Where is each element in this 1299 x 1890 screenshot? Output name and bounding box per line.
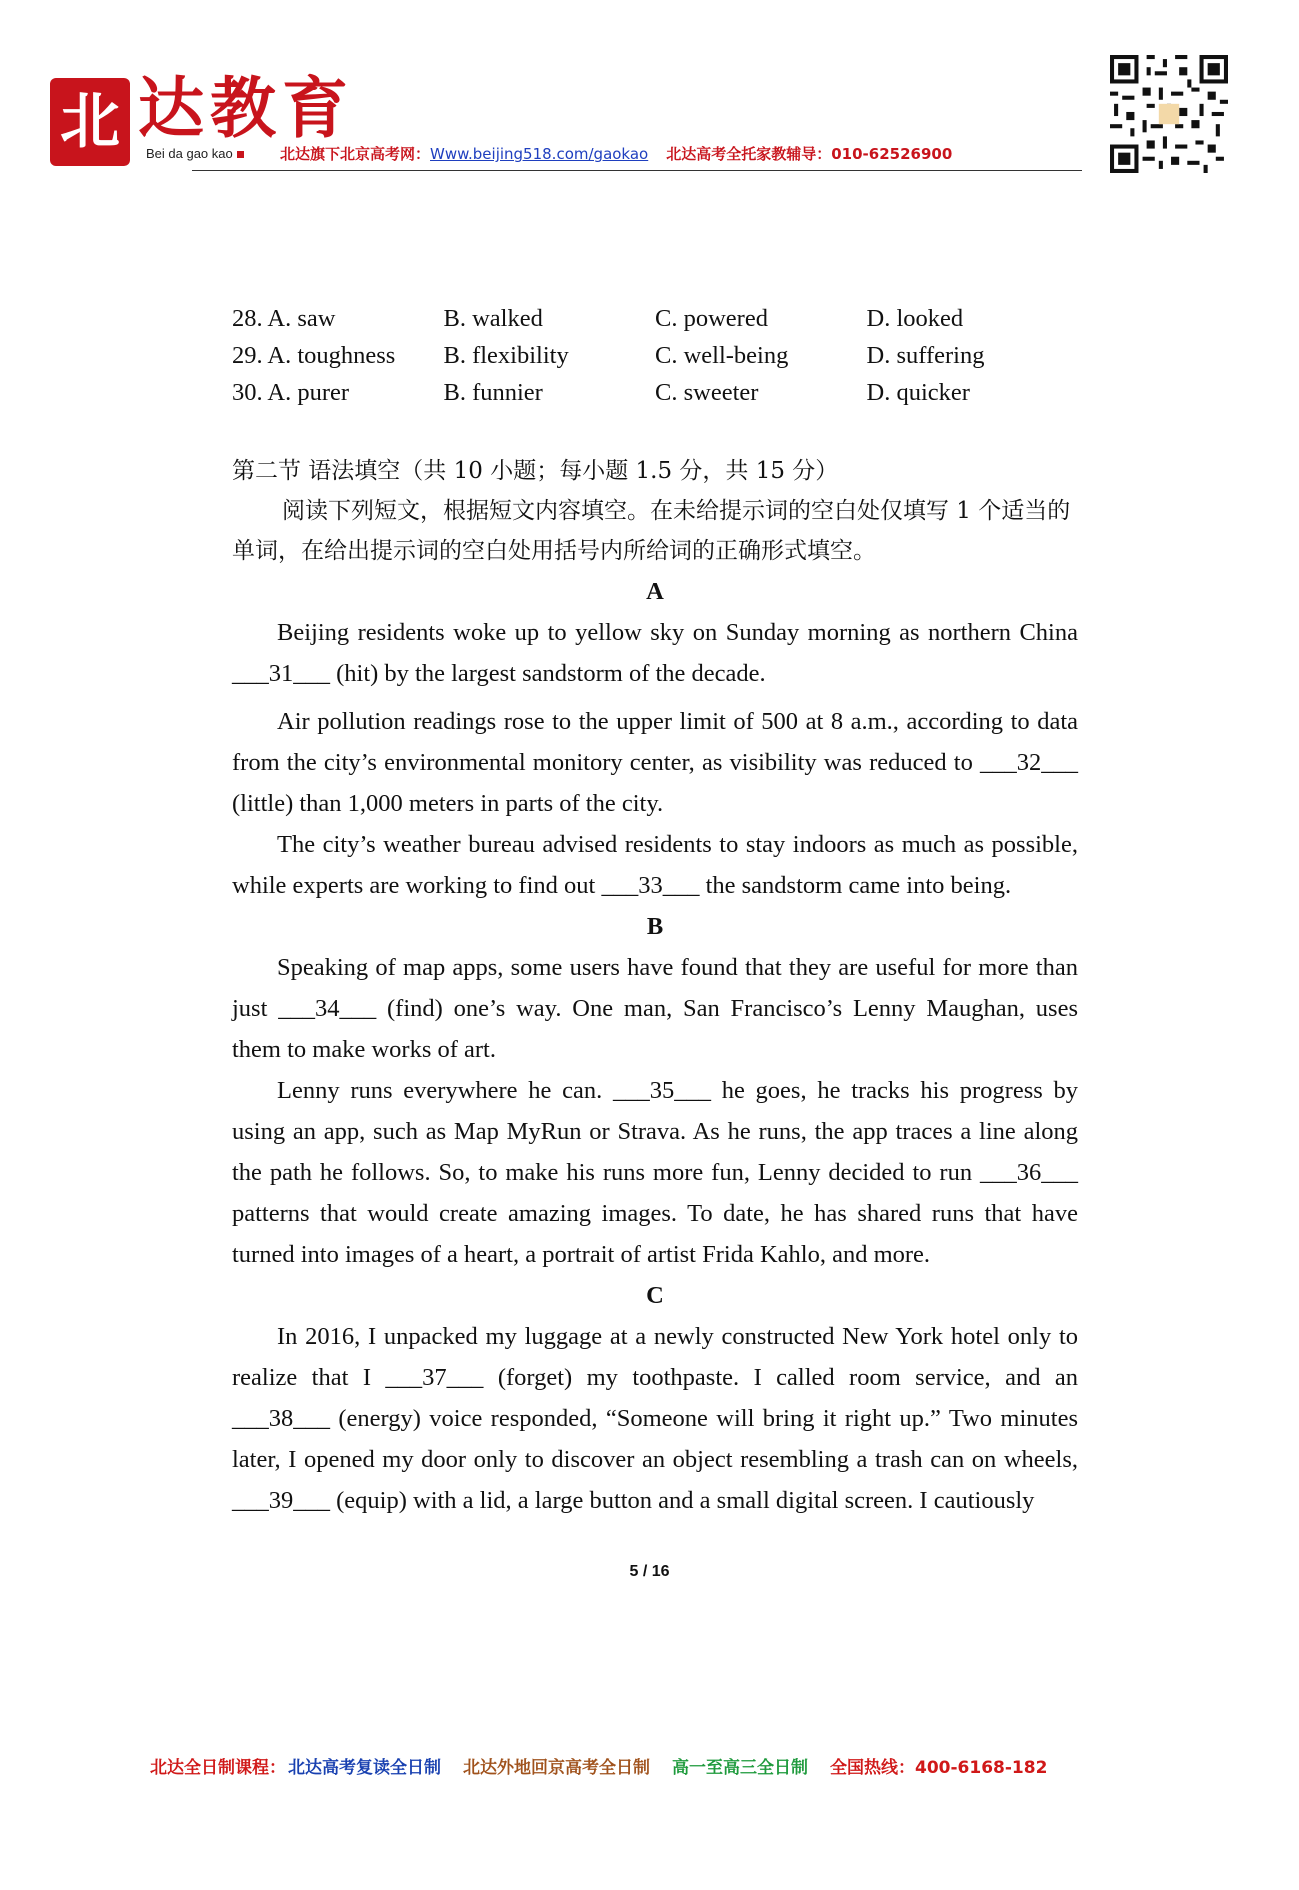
logo-text: 达教育 bbox=[138, 69, 354, 147]
logo-mark bbox=[50, 78, 130, 166]
qr-code-icon bbox=[1110, 55, 1228, 173]
option-28c: C. powered bbox=[655, 305, 768, 332]
option-29d: D. suffering bbox=[866, 342, 985, 369]
footer-item-3: 高一至高三全日制 bbox=[672, 1758, 808, 1778]
passage-a-title: A bbox=[646, 578, 664, 605]
page-number: 5 / 16 bbox=[629, 1563, 670, 1580]
passage-b-paragraph-1: Speaking of map apps, some users have found that they are useful for more than just ___34___ (find) one’s way. One man, San Francisco’s Lenny Maughan, uses them to make works of art. bbox=[232, 954, 1078, 1063]
option-29c: C. well-being bbox=[655, 342, 789, 369]
section-instruction: 阅读下列短文，根据短文内容填空。在未给提示词的空白处仅填写 1 个适当的单词，在给出提示词的空白处用括号内所给词的正确形式填空。 bbox=[232, 498, 1071, 564]
passage-a-paragraph-2: Air pollution readings rose to the upper limit of 500 at 8 a.m., according to data from the city’s environmental monitory center, as visibility was reduced to ___32___ (little) than 1,000 meters in parts of the city. bbox=[232, 708, 1078, 817]
footer-item-2: 北达外地回京高考全日制 bbox=[463, 1758, 650, 1778]
section-title: 第二节 语法填空（共 10 小题；每小题 1.5 分，共 15 分） bbox=[232, 458, 839, 484]
option-28a: 28. A. saw bbox=[232, 305, 336, 332]
header-divider bbox=[192, 170, 1082, 171]
logo-subtitle bbox=[146, 146, 244, 161]
passage-a-paragraph-3: The city’s weather bureau advised residents to stay indoors as much as possible, while experts are working to find out ___33___ the sandstorm came into being. bbox=[232, 831, 1078, 899]
footer-hotline: 全国热线：400-6168-182 bbox=[830, 1758, 1048, 1778]
option-30a: 30. A. purer bbox=[232, 379, 350, 406]
option-29b: B. flexibility bbox=[443, 342, 569, 369]
option-29a: 29. A. toughness bbox=[232, 342, 396, 369]
passage-c-paragraph-1: In 2016, I unpacked my luggage at a newly constructed New York hotel only to realize that I ___37___ (forget) my toothpaste. I called room service, and an ___38___ (energy) voice responded, “Someone will bring it right up.” Two minutes later, I opened my door only to discover an object resembling a trash can on wheels, ___39___ (equip) with a lid, a large button and a small digital screen. I cautiously bbox=[232, 1323, 1078, 1514]
logo-glyph: 北 bbox=[60, 87, 120, 157]
square-bullet-icon bbox=[237, 151, 244, 158]
option-28d: D. looked bbox=[866, 305, 964, 332]
tutor-label: 北达高考全托家教辅导：010-62526900 bbox=[666, 145, 953, 163]
options-row-30 bbox=[232, 374, 1078, 411]
site-label: 北达旗下北京高考网： bbox=[280, 145, 431, 163]
footer bbox=[150, 1753, 1069, 1778]
option-30b: B. funnier bbox=[443, 379, 543, 406]
options-row-29 bbox=[232, 337, 1078, 374]
header-info bbox=[280, 143, 952, 164]
options-row-28 bbox=[232, 300, 1078, 337]
footer-course-label: 北达全日制课程： bbox=[150, 1758, 286, 1778]
passage-a-paragraph-1: Beijing residents woke up to yellow sky on Sunday morning as northern China ___31___ (hit) by the largest sandstorm of the decade. bbox=[232, 619, 1078, 687]
site-url-link[interactable]: Www.beijing518.com/gaokao bbox=[430, 145, 649, 163]
footer-item-1: 北达高考复读全日制 bbox=[288, 1758, 441, 1778]
option-28b: B. walked bbox=[443, 305, 543, 332]
passage-b-paragraph-2: Lenny runs everywhere he can. ___35___ he goes, he tracks his progress by using an app, such as Map MyRun or Strava. As he runs, the app traces a line along the path he follows. So, to make his runs more fun, Lenny decided to run ___36___ patterns that would create amazing images. To date, he has shared runs that have turned into images of a heart, a portrait of artist Frida Kahlo, and more. bbox=[232, 1077, 1078, 1268]
passage-c-title: C bbox=[646, 1282, 664, 1309]
page-content bbox=[232, 300, 1078, 1521]
logo-subtitle-text: Bei da gao kao bbox=[146, 146, 233, 161]
option-30c: C. sweeter bbox=[655, 379, 759, 406]
option-30d: D. quicker bbox=[866, 379, 970, 406]
passage-b-title: B bbox=[646, 913, 664, 940]
